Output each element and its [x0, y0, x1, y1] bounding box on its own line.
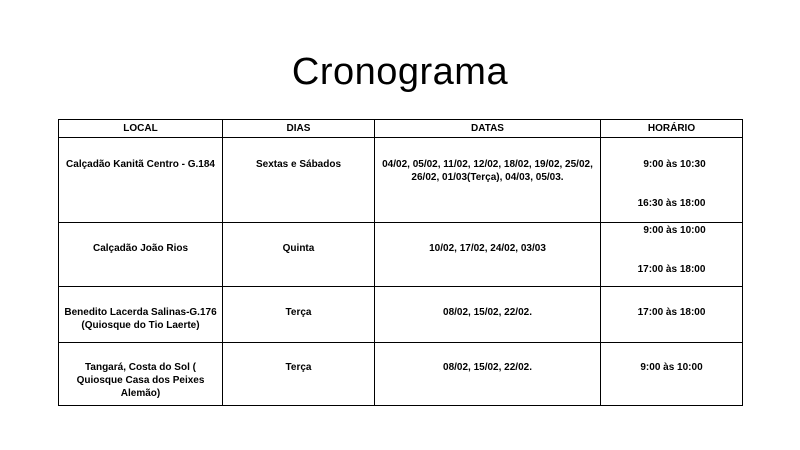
- horario-text: 17:00 às 18:00: [637, 264, 706, 275]
- column-header-datas: DATAS: [375, 120, 601, 138]
- datas-text: 10/02, 17/02, 24/02, 03/03: [429, 243, 546, 254]
- datas-text: 08/02, 15/02, 22/02.: [443, 307, 532, 318]
- horario-cell: [601, 138, 743, 223]
- local-text: Benedito Lacerda Salinas-G.176 (Quiosque do Tio Laerte): [64, 307, 217, 331]
- dias-text: Sextas e Sábados: [255, 159, 342, 170]
- datas-cell: [375, 223, 601, 287]
- table-header-row: [59, 120, 743, 138]
- local-cell: [59, 343, 223, 406]
- horario-text: 9:00 às 10:00: [640, 362, 703, 373]
- dias-cell: [223, 138, 375, 223]
- schedule-table: [58, 119, 743, 406]
- dias-text: Terça: [285, 307, 312, 318]
- table-row: [59, 138, 743, 223]
- table-row: [59, 343, 743, 406]
- local-cell: [59, 287, 223, 343]
- dias-text: Quinta: [282, 243, 315, 254]
- horario-cell: [601, 223, 743, 287]
- local-text: Calçadão Kanitã Centro - G.184: [66, 159, 215, 170]
- dias-cell: [223, 343, 375, 406]
- column-header-horario: HORÁRIO: [601, 120, 743, 138]
- page-title: Cronograma: [291, 51, 509, 93]
- local-text: Calçadão João Rios: [92, 243, 189, 254]
- datas-cell: [375, 287, 601, 343]
- dias-cell: [223, 287, 375, 343]
- dias-text: Terça: [285, 362, 312, 373]
- horario-cell: [601, 343, 743, 406]
- horario-text: 16:30 às 18:00: [637, 198, 706, 209]
- horario-text: 17:00 às 18:00: [637, 307, 706, 318]
- table-row: [59, 223, 743, 287]
- column-header-local: LOCAL: [59, 120, 223, 138]
- dias-cell: [223, 223, 375, 287]
- local-cell: [59, 223, 223, 287]
- local-cell: [59, 138, 223, 223]
- datas-cell: [375, 138, 601, 223]
- local-text: Tangará, Costa do Sol ( Quiosque Casa dos Peixes Alemão): [76, 362, 205, 399]
- datas-text: 08/02, 15/02, 22/02.: [443, 362, 532, 373]
- table-row: [59, 287, 743, 343]
- horario-text: 9:00 às 10:00: [643, 225, 706, 236]
- horario-text: 9:00 às 10:30: [643, 159, 706, 170]
- datas-text: 04/02, 05/02, 11/02, 12/02, 18/02, 19/02, 25/02, 26/02, 01/03(Terça), 04/03, 05/03.: [382, 159, 593, 183]
- horario-cell: [601, 287, 743, 343]
- datas-cell: [375, 343, 601, 406]
- column-header-dias: DIAS: [223, 120, 375, 138]
